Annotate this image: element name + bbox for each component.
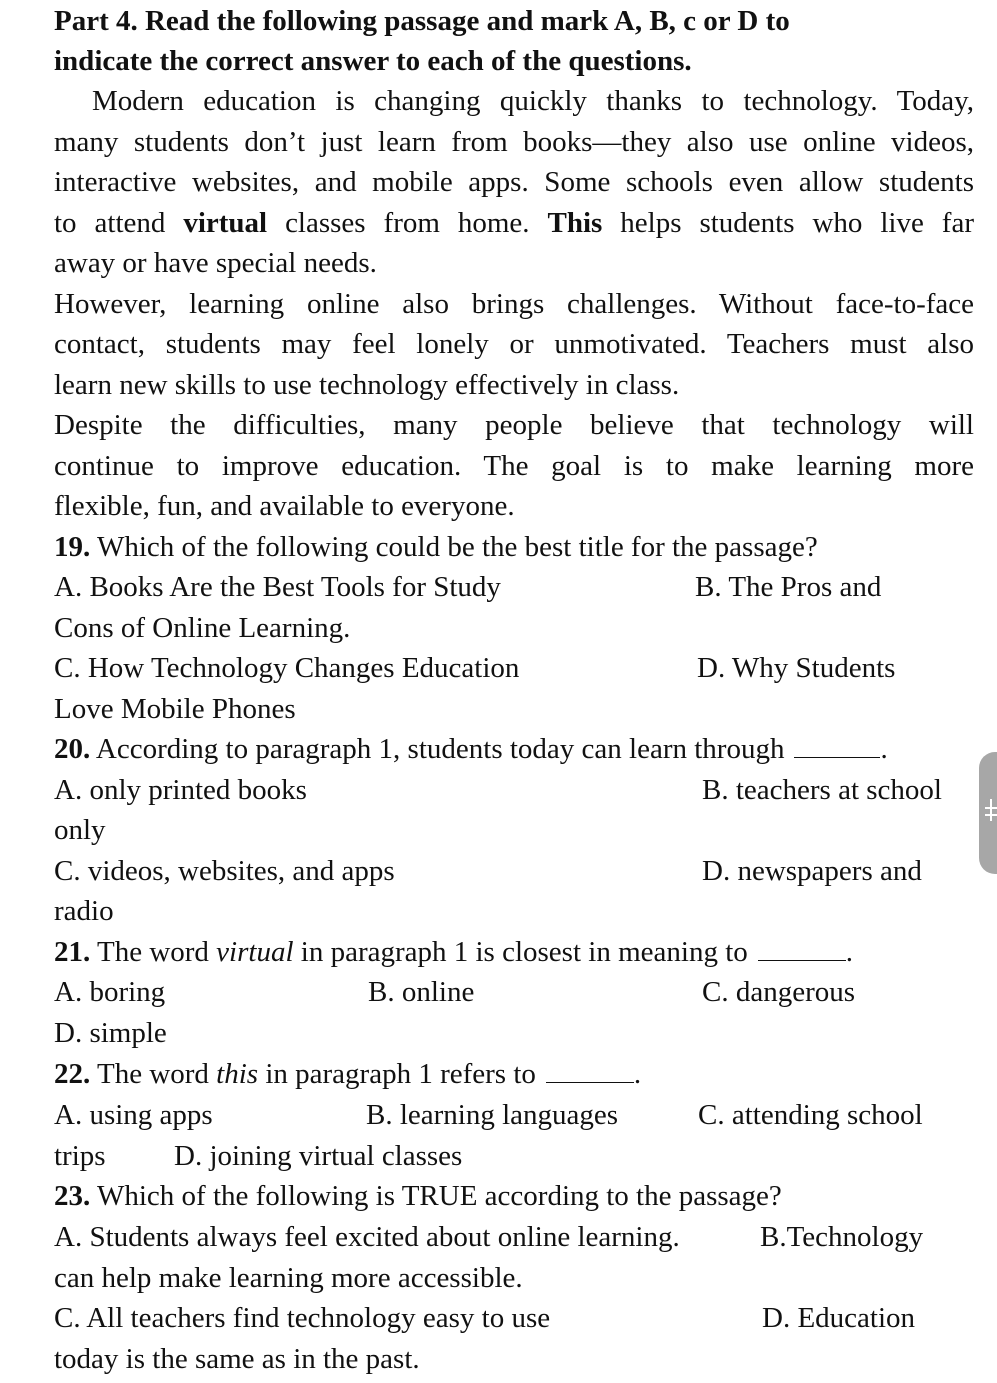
q19-option-b-cont: Cons of Online Learning.	[54, 612, 351, 644]
q22-option-c-cont: trips	[54, 1140, 106, 1172]
passage-p3-line-2: continue to improve education. The goal is to make learning more	[54, 450, 974, 482]
part-heading-line-1: Part 4. Read the following passage and mark A, B, c or D to	[54, 5, 790, 37]
passage-p1-line-2: many students don’t just learn from books—they also use online videos,	[54, 126, 974, 158]
q19-option-a: A. Books Are the Best Tools for Study	[54, 571, 501, 603]
q20-option-c: C. videos, websites, and apps	[54, 855, 395, 887]
handle-line-icon	[985, 814, 997, 816]
q22-option-c: C. attending school	[698, 1099, 923, 1131]
passage-p1-line-4: to attend virtual classes from home. This helps students who live far	[54, 207, 974, 239]
passage-p1-line-3: interactive websites, and mobile apps. Some schools even allow students	[54, 166, 974, 198]
passage-p3-line-3: flexible, fun, and available to everyone.	[54, 490, 515, 522]
q23-option-d-cont: today is the same as in the past.	[54, 1343, 420, 1375]
question-23: 23. Which of the following is TRUE according to the passage?	[54, 1180, 782, 1212]
q20-option-d-cont: radio	[54, 895, 114, 927]
q22-option-d: D. joining virtual classes	[174, 1140, 463, 1172]
question-20: 20. According to paragraph 1, students today can learn through .	[54, 733, 888, 765]
q21-option-a: A. boring	[54, 976, 166, 1008]
question-21: 21. The word virtual in paragraph 1 is closest in meaning to .	[54, 936, 853, 968]
q19-option-b: B. The Pros and	[695, 571, 882, 603]
answer-blank	[546, 1056, 634, 1083]
q21-option-b: B. online	[368, 976, 475, 1008]
q21-option-c: C. dangerous	[702, 976, 856, 1008]
part-heading-line-2: indicate the correct answer to each of the questions.	[54, 45, 692, 77]
word-this: This	[547, 207, 603, 239]
q23-option-d: D. Education	[762, 1302, 916, 1334]
passage-p2-line-2: contact, students may feel lonely or unmotivated. Teachers must also	[54, 328, 974, 360]
q22-option-b: B. learning languages	[366, 1099, 619, 1131]
passage-p2-line-1: However, learning online also brings challenges. Without face-to-face	[54, 288, 974, 320]
q23-option-b-cont: can help make learning more accessible.	[54, 1262, 523, 1294]
q21-option-d: D. simple	[54, 1017, 167, 1049]
q19-option-d: D. Why Students	[697, 652, 896, 684]
q23-option-a: A. Students always feel excited about online learning.	[54, 1221, 680, 1253]
q22-option-a: A. using apps	[54, 1099, 213, 1131]
passage-p1-line-1: Modern education is changing quickly thanks to technology. Today,	[92, 85, 974, 117]
side-pull-tab[interactable]	[979, 752, 997, 874]
word-virtual: virtual	[183, 207, 268, 239]
q23-option-b: B.Technology	[760, 1221, 924, 1253]
answer-blank	[758, 934, 846, 961]
handle-grip-icon	[990, 799, 992, 821]
passage-p1-line-5: away or have special needs.	[54, 247, 377, 279]
q20-option-a: A. only printed books	[54, 774, 307, 806]
answer-blank	[794, 731, 880, 758]
q20-option-b: B. teachers at school	[702, 774, 942, 806]
handle-line-icon	[985, 807, 997, 809]
q20-option-b-cont: only	[54, 814, 106, 846]
q20-option-d: D. newspapers and	[702, 855, 922, 887]
question-19: 19. Which of the following could be the best title for the passage?	[54, 531, 818, 563]
passage-p2-line-3: learn new skills to use technology effectively in class.	[54, 369, 680, 401]
q19-option-d-cont: Love Mobile Phones	[54, 693, 296, 725]
question-22: 22. The word this in paragraph 1 refers to .	[54, 1058, 642, 1090]
passage-p3-line-1: Despite the difficulties, many people believe that technology will	[54, 409, 974, 441]
q19-option-c: C. How Technology Changes Education	[54, 652, 520, 684]
q23-option-c: C. All teachers find technology easy to use	[54, 1302, 551, 1334]
